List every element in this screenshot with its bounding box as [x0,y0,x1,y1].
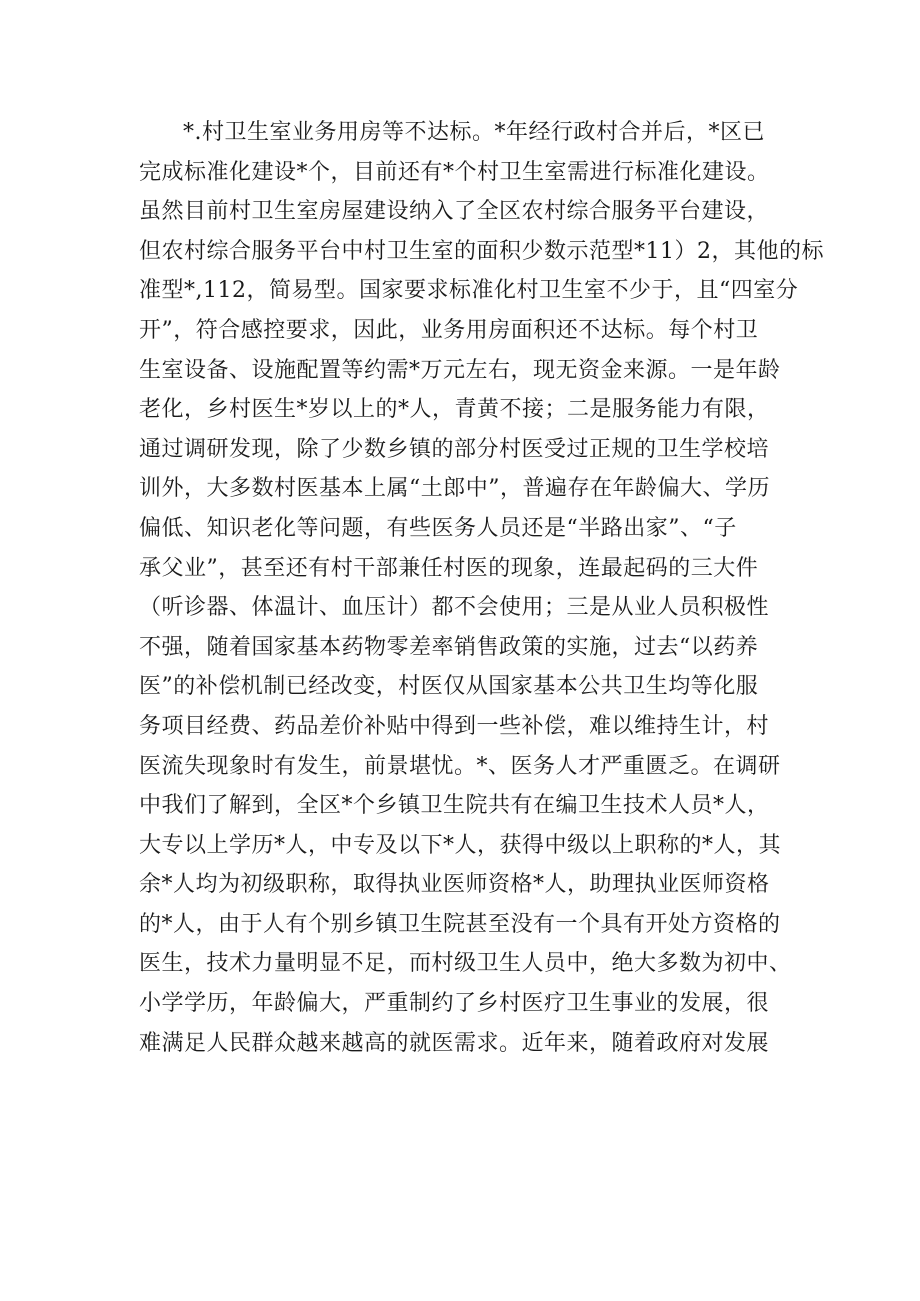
text-line: 但农村综合服务平台中村卫生室的面积少数示范型*11）2，其他的标 [139,238,824,264]
text-line: 通过调研发现，除了少数乡镇的部分村医受过正规的卫生学校培 [139,436,770,462]
text-line: 大专以上学历*人，中专及以下*人，获得中级以上职称的*人，其 [139,832,782,858]
text-line: 训外，大多数村医基本上属“土郎中”，普遍存在年龄偏大、学历 [139,476,770,502]
text-line: 生室设备、设施配置等约需*万元左右，现无资金来源。一是年龄 [139,357,781,383]
text-line: 准型*,112，简易型。国家要求标准化村卫生室不少于，且“四室分 [139,278,799,304]
text-line: 不强，随着国家基本药物零差率销售政策的实施，过去“以药养 [139,634,759,660]
text-line: 完成标准化建设*个，目前还有*个村卫生室需进行标准化建设。 [139,159,770,185]
text-line: 中我们了解到，全区*个乡镇卫生院共有在编卫生技术人员*人， [139,793,770,819]
body-paragraph [139,113,824,1063]
text-line: 开”，符合感控要求，因此，业务用房面积还不达标。每个村卫 [139,317,759,343]
text-line: 医生，技术力量明显不足，而村级卫生人员中，绝大多数为初中、 [139,951,792,977]
text-line: 小学学历，年龄偏大，严重制约了乡村医疗卫生事业的发展，很 [139,991,770,1017]
text-line: 医”的补偿机制已经改变，村医仅从国家基本公共卫生均等化服 [139,674,759,700]
text-line: 虽然目前村卫生室房屋建设纳入了全区农村综合服务平台建设， [139,199,770,225]
text-line: 的*人，由于人有个别乡镇卫生院甚至没有一个具有开处方资格的 [139,911,781,937]
text-line: （听诊器、体温计、血压计）都不会使用；三是从业人员积极性 [139,595,770,621]
text-line: 承父业”，甚至还有村干部兼任村医的现象，连最起码的三大件 [139,555,759,581]
text-line: 老化，乡村医生*岁以上的*人，青黄不接；二是服务能力有限， [139,397,770,423]
text-line: 余*人均为初级职称，取得执业医师资格*人，助理执业医师资格 [139,872,770,898]
text-line: *.村卫生室业务用房等不达标。*年经行政村合并后，*区已 [183,120,765,145]
text-line: 难满足人民群众越来越高的就医需求。近年来，随着政府对发展 [139,1030,770,1056]
text-line: 务项目经费、药品差价补贴中得到一些补偿，难以维持生计，村 [139,713,770,739]
text-line: 偏低、知识老化等问题，有些医务人员还是“半路出家”、“子 [139,515,737,541]
text-line: 医流失现象时有发生，前景堪忧。*、医务人才严重匮乏。在调研 [139,753,781,779]
